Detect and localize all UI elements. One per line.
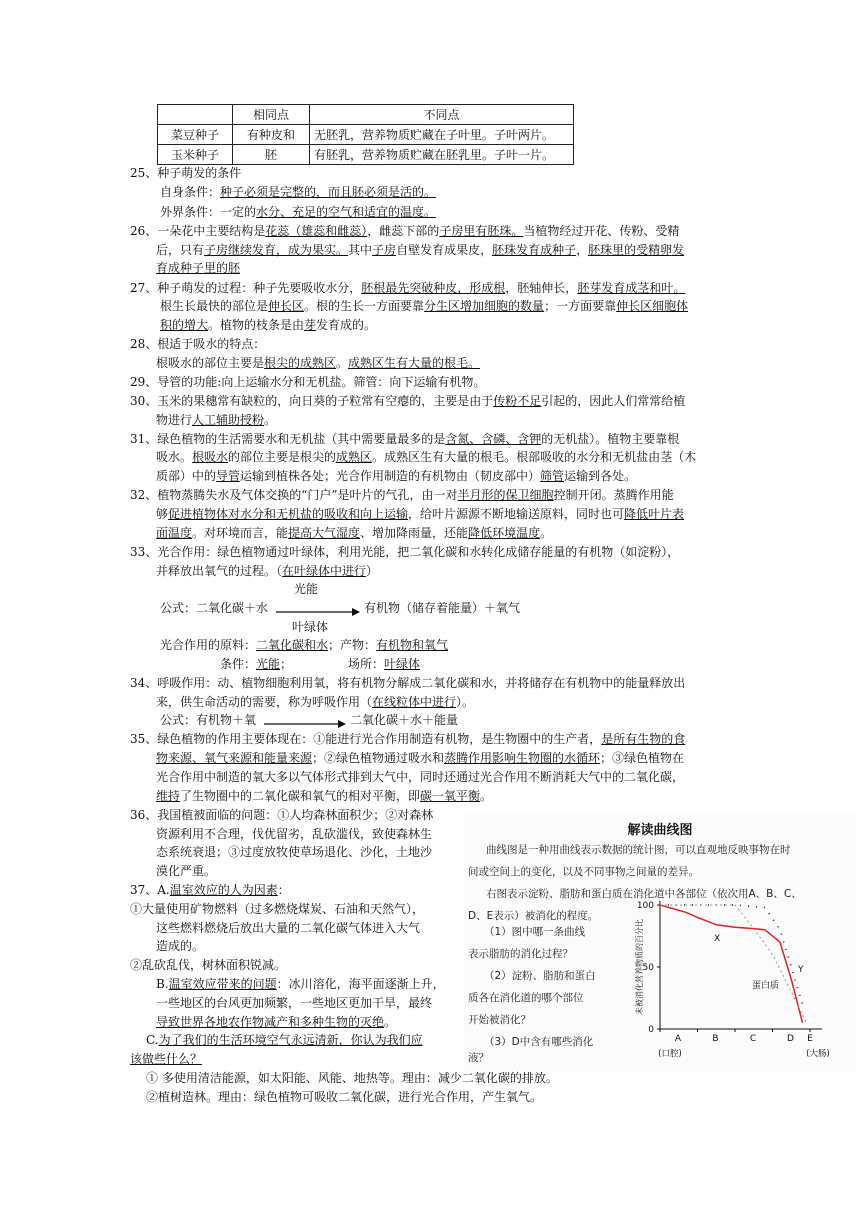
text-segment: 质部）中的 bbox=[156, 469, 217, 483]
underlined-answer: 成熟区生有大量的根毛。 bbox=[348, 356, 481, 370]
underlined-answer: 胚芽发育成茎和叶。 bbox=[577, 281, 686, 295]
text-line bbox=[130, 674, 685, 692]
text-line bbox=[156, 937, 204, 955]
underlined-answer: 子房继续发育，成为果实。 bbox=[204, 243, 349, 257]
y-tick-label: 0 bbox=[648, 1025, 654, 1035]
text-segment: ，给叶片源源不断地输送原料，同时也可 bbox=[408, 507, 625, 521]
text-line bbox=[160, 316, 376, 334]
text-line bbox=[130, 543, 679, 561]
y-axis-label: 未被消化营养物质的百分比 bbox=[635, 919, 644, 1015]
table-cell-name: 菜豆种子 bbox=[158, 125, 233, 145]
text-line bbox=[156, 787, 492, 805]
text-line bbox=[130, 430, 679, 448]
text-line bbox=[156, 919, 420, 937]
underlined-answer: 提高大气湿度 bbox=[288, 526, 361, 540]
underlined-answer: 降低环境温度 bbox=[468, 526, 541, 540]
text-line bbox=[156, 862, 216, 880]
text-segment: ， bbox=[576, 243, 589, 257]
text-segment: 其中 bbox=[348, 243, 373, 257]
text-line bbox=[130, 373, 485, 391]
text-segment: 当植物经过开花、传粉、受精 bbox=[523, 224, 680, 238]
text-segment: 公式：二氧化碳＋水 bbox=[160, 601, 269, 615]
underlined-answer: 水分、充足的空气和适宜的温度。 bbox=[256, 205, 437, 219]
text-line bbox=[160, 711, 256, 729]
text-line bbox=[160, 636, 448, 654]
text-segment: 吸水。 bbox=[156, 450, 193, 464]
text-line bbox=[156, 411, 276, 429]
underlined-answer: 育成种子里的胚 bbox=[156, 261, 241, 275]
question-line: （1）图中哪一条曲线 bbox=[484, 926, 586, 938]
text-segment: 的部位主要是根尖的 bbox=[228, 450, 337, 464]
text-segment: ）。 bbox=[456, 695, 475, 709]
curve-figure bbox=[464, 813, 856, 1071]
text-segment: ②植树造林。理由：绿色植物可吸收二氧化碳，进行光合作用，产生氧气。 bbox=[146, 1090, 543, 1104]
underlined-answer: 积的增大 bbox=[160, 318, 209, 332]
text-line bbox=[160, 297, 688, 315]
underlined-answer: 二氧化碳和水 bbox=[256, 638, 329, 652]
x-note-start: (口腔) bbox=[658, 1049, 682, 1059]
text-line bbox=[130, 806, 433, 824]
text-segment: 够 bbox=[156, 507, 169, 521]
text-line bbox=[146, 1088, 542, 1106]
text-line bbox=[130, 956, 286, 974]
text-segment: 发育成的。 bbox=[316, 318, 377, 332]
text-line bbox=[156, 825, 432, 843]
table-header-diff: 不同点 bbox=[310, 105, 574, 125]
underlined-answer: 碳一氧平衡 bbox=[420, 789, 481, 803]
text-line bbox=[130, 222, 679, 240]
text-segment: 31、绿色植物的生活需要水和无机盐（其中需要量最多的是 bbox=[130, 432, 446, 446]
text-segment: 。根的生长一方面要靠 bbox=[304, 299, 425, 313]
figure-para-3: 右图表示淀粉、脂肪和蛋白质在消化道中各部位（依次用A、B、C、 bbox=[486, 888, 802, 900]
text-segment: 光能 bbox=[294, 582, 319, 596]
underlined-answer: 温室效应的人为因素 bbox=[169, 883, 278, 897]
table-header-same: 相同点 bbox=[233, 105, 310, 125]
underlined-answer: 在线粒体中进行 bbox=[372, 695, 457, 709]
text-segment: 态系统衰退；③过度放牧使草场退化、沙化，土地沙 bbox=[156, 845, 433, 859]
text-segment: 来，供生命活动的需要，称为呼吸作用（ bbox=[156, 695, 373, 709]
question-line: （3）D中含有哪些消化 bbox=[484, 1036, 594, 1048]
table-row bbox=[158, 125, 574, 145]
text-line bbox=[156, 562, 378, 580]
underlined-answer: 人工辅助授粉 bbox=[192, 413, 265, 427]
underlined-answer: 伸长区细胞体 bbox=[616, 299, 689, 313]
text-segment: 根吸水的部位主要是 bbox=[156, 356, 265, 370]
text-segment: 29、导管的功能:向上运输水分和无机盐。筛管：向下运输有机物。 bbox=[130, 375, 486, 389]
text-segment: 后，只有 bbox=[156, 243, 205, 257]
x-note-end: (大肠) bbox=[806, 1049, 830, 1059]
text-segment: ；产物： bbox=[328, 638, 377, 652]
series-label-x: X bbox=[714, 934, 721, 944]
text-segment: 叶绿体 bbox=[292, 620, 329, 634]
text-segment: 造成的。 bbox=[156, 939, 205, 953]
text-line bbox=[130, 900, 424, 918]
x-tick-label: D bbox=[787, 1034, 794, 1044]
text-line bbox=[156, 975, 445, 993]
table-cell-diff: 无胚乳，营养物质贮藏在子叶里。子叶两片。 bbox=[310, 125, 574, 145]
text-segment: ；一方面要靠 bbox=[544, 299, 617, 313]
text-segment: 这些燃料燃烧后放出大量的二氧化碳气体进入大气 bbox=[156, 921, 421, 935]
text-segment: 37、A. bbox=[130, 883, 170, 897]
text-line bbox=[160, 203, 436, 221]
text-line bbox=[160, 183, 436, 201]
text-line bbox=[156, 505, 684, 523]
text-segment: 36、我国植被面临的问题：①人均森林面积少；②对森林 bbox=[130, 808, 434, 822]
underlined-answer: 光能 bbox=[256, 657, 281, 671]
text-line bbox=[146, 1069, 558, 1087]
text-segment: 。 bbox=[480, 789, 493, 803]
text-segment: 的无机盐）。植物主要靠根 bbox=[541, 432, 680, 446]
underlined-answer: 蒸腾作用影响生物圈的水循环 bbox=[444, 751, 601, 765]
text-line bbox=[220, 655, 292, 673]
underlined-answer: 为了我们的生活环境空气永远清新，你认为我们应 bbox=[158, 1033, 423, 1047]
text-segment: 28、根适于吸水的特点： bbox=[130, 337, 266, 351]
text-segment: ；②绿色植物通过吸水和 bbox=[312, 751, 445, 765]
underlined-answer: 含氮、含磷、含钾 bbox=[445, 432, 542, 446]
underlined-answer: 叶绿体 bbox=[384, 657, 421, 671]
text-line bbox=[130, 1050, 202, 1068]
table-header-empty bbox=[158, 105, 233, 125]
series-label-protein: 蛋白质 bbox=[752, 981, 780, 991]
text-line bbox=[130, 881, 290, 899]
underlined-answer: 子房里有胚珠。 bbox=[439, 224, 524, 238]
underlined-answer: 胚根最先突破种皮，形成根 bbox=[361, 281, 506, 295]
text-segment: C. bbox=[146, 1033, 159, 1047]
figure-para-4: D、E表示）被消化的程度。 bbox=[468, 910, 599, 922]
digestion-chart bbox=[464, 813, 856, 1071]
text-segment: ： bbox=[277, 883, 290, 897]
text-segment: 资源利用不合理，伐优留劣，乱砍滥伐，致使森林生 bbox=[156, 827, 433, 841]
text-line bbox=[130, 486, 674, 504]
text-segment: 并释放出氧气的过程。（ bbox=[156, 564, 283, 578]
text-line bbox=[160, 599, 268, 617]
text-segment: 条件： bbox=[220, 657, 257, 671]
text-segment: 。植物的枝条是由 bbox=[208, 318, 305, 332]
text-line bbox=[146, 1031, 423, 1049]
x-tick-label: E bbox=[807, 1034, 813, 1044]
text-line bbox=[292, 618, 328, 636]
question-line: 表示脂肪的消化过程？ bbox=[468, 948, 573, 960]
text-segment: 30、玉米的果穗常有缺粒的，向日葵的子粒常有空瘪的，主要是由于 bbox=[130, 394, 494, 408]
text-line bbox=[156, 749, 684, 767]
text-segment: 33、光合作用：绿色植物通过叶绿体，利用光能，把二氧化碳和水转化成储存能量的有机物（如淀粉）， bbox=[130, 545, 680, 559]
underlined-answer: 在叶绿体中进行 bbox=[282, 564, 367, 578]
text-segment: 物进行 bbox=[156, 413, 193, 427]
text-segment: 。 bbox=[264, 413, 277, 427]
text-segment: 25、种子萌发的条件 bbox=[130, 166, 242, 180]
text-segment: ①大量使用矿物燃料（过多燃烧煤炭、石油和天然气）， bbox=[130, 902, 425, 916]
underlined-answer: 根吸水 bbox=[192, 450, 229, 464]
text-segment: 。 bbox=[540, 526, 553, 540]
text-line bbox=[294, 580, 318, 598]
underlined-answer: 物来源、氧气来源和能量来源 bbox=[156, 751, 313, 765]
underlined-answer: 种子必须是完整的，而且胚必须是活的。 bbox=[220, 185, 437, 199]
y-tick-label: 50 bbox=[642, 963, 654, 973]
underlined-answer: 花蕊（雄蕊和雌蕊） bbox=[265, 224, 368, 238]
table-row bbox=[158, 145, 574, 165]
underlined-answer: 导致世界各地农作物减产和多种生物的灭绝 bbox=[156, 1015, 385, 1029]
text-line bbox=[156, 259, 240, 277]
text-segment: 一些地区的台风更加频繁，一些地区更加干旱，最终 bbox=[156, 996, 433, 1010]
text-segment: 引起的，因此人们常常给植 bbox=[541, 394, 686, 408]
text-line bbox=[156, 467, 636, 485]
text-segment: ；③绿色植物在 bbox=[600, 751, 685, 765]
text-segment: ②乱砍乱伐，树林面积锐减。 bbox=[130, 958, 287, 972]
table-cell-name: 玉米种子 bbox=[158, 145, 233, 165]
underlined-answer: 半月形的保卫细胞 bbox=[457, 488, 554, 502]
respiration-arrow bbox=[264, 717, 346, 731]
underlined-answer: 面温度 bbox=[156, 526, 193, 540]
series-label-y: Y bbox=[798, 965, 804, 975]
underlined-answer: 胚珠里的受精卵发 bbox=[588, 243, 685, 257]
underlined-answer: 分生区增加细胞的数量 bbox=[424, 299, 545, 313]
table-cell-same: 胚 bbox=[233, 145, 310, 165]
figure-para-2: 间或空间上的变化，以及不同事物之间量的差异。 bbox=[468, 866, 699, 878]
text-segment: 34、呼吸作用：动、植物细胞利用氧，将有机物分解成二氧化碳和水，并将储存在有机物中的能量释放出 bbox=[130, 676, 686, 690]
underlined-answer: 伸长区 bbox=[268, 299, 305, 313]
underlined-answer: 成熟区 bbox=[336, 450, 373, 464]
text-segment: 公式：有机物＋氧 bbox=[160, 713, 257, 727]
text-segment: 控制开闭。蒸腾作用能 bbox=[553, 488, 674, 502]
figure-para-1: 曲线图是一种用曲线表示数据的统计图，可以直观地反映事物在时 bbox=[486, 844, 791, 856]
text-segment: 26、一朵花中主要结构是 bbox=[130, 224, 266, 238]
question-line: 液？ bbox=[468, 1052, 489, 1064]
text-line bbox=[156, 693, 474, 711]
underlined-answer: 导管 bbox=[216, 469, 241, 483]
underlined-answer: 传粉不足 bbox=[493, 394, 542, 408]
text-segment: ） bbox=[366, 564, 379, 578]
text-segment: 光合作用中制造的氧大多以气体形式排到大气中，同时还通过光合作用不断消耗大气中的二氧化碳， bbox=[156, 770, 685, 784]
text-segment: 外界条件：一定的 bbox=[160, 205, 257, 219]
text-line bbox=[156, 768, 684, 786]
underlined-answer: 筛管 bbox=[540, 469, 565, 483]
text-line bbox=[130, 730, 685, 748]
text-line bbox=[156, 241, 684, 259]
text-segment: ① 多使用清洁能源，如太阳能、风能、地热等。理由：减少二氧化碳的排放。 bbox=[146, 1071, 558, 1085]
text-segment: 35、绿色植物的作用主要体现在：①能进行光合作用制造有机物，是生物圈中的生产者， bbox=[130, 732, 602, 746]
table-cell-diff: 有胚乳，营养物质贮藏在胚乳里。子叶一片。 bbox=[310, 145, 574, 165]
text-segment: 27、种子萌发的过程：种子先要吸收水分， bbox=[130, 281, 362, 295]
text-line bbox=[156, 843, 432, 861]
text-segment: 光合作用的原料： bbox=[160, 638, 257, 652]
text-line bbox=[364, 599, 520, 617]
text-line bbox=[156, 524, 552, 542]
text-line bbox=[130, 335, 265, 353]
series-line bbox=[660, 905, 803, 1004]
text-line bbox=[130, 279, 685, 297]
text-segment: ，雌蕊下部的 bbox=[367, 224, 440, 238]
text-line bbox=[156, 1013, 396, 1031]
text-segment: 32、植物蒸腾失水及气体交换的“门户”是叶片的气孔，由一对 bbox=[130, 488, 458, 502]
text-segment: 场所： bbox=[348, 657, 385, 671]
question-line: 开始被消化？ bbox=[468, 1014, 531, 1026]
text-segment: 有机物（储存着能量）＋氧气 bbox=[364, 601, 521, 615]
underlined-answer: 根尖的成熟区 bbox=[264, 356, 337, 370]
text-segment: 自身条件： bbox=[160, 185, 221, 199]
seed-comparison-table bbox=[157, 104, 574, 165]
question-line: 质各在消化道的哪个部位 bbox=[468, 992, 584, 1004]
x-tick-label: B bbox=[712, 1034, 719, 1044]
photosynthesis-arrow bbox=[276, 605, 360, 619]
text-segment: 。对环境而言，能 bbox=[192, 526, 289, 540]
underlined-answer: 是所有生物的食 bbox=[601, 732, 686, 746]
series-line bbox=[660, 905, 803, 1023]
text-line bbox=[350, 711, 458, 729]
table-cell-same: 有种皮和 bbox=[233, 125, 310, 145]
text-segment: B. bbox=[156, 977, 169, 991]
underlined-answer: 促进植物体对水分和无机盐的吸收和向上运输 bbox=[168, 507, 409, 521]
underlined-answer: 有机物和氧气 bbox=[376, 638, 449, 652]
underlined-answer: 芽 bbox=[304, 318, 317, 332]
text-segment: ； bbox=[280, 657, 293, 671]
figure-title: 解读曲线图 bbox=[627, 823, 693, 838]
text-segment: 二氧化碳＋水＋能量 bbox=[350, 713, 459, 727]
text-segment: 漠化严重。 bbox=[156, 864, 217, 878]
question-line: （2）淀粉、脂肪和蛋白 bbox=[484, 970, 596, 982]
text-segment: 。成熟区生有大量的根毛。根部吸收的水分和无机盐由茎（木 bbox=[372, 450, 697, 464]
text-line bbox=[156, 354, 480, 372]
text-line bbox=[156, 448, 696, 466]
text-segment: 自壁发育成果皮， bbox=[396, 243, 493, 257]
x-tick-label: C bbox=[749, 1034, 757, 1044]
text-segment: 了生物圈中的二氧化碳和氧气的相对平衡，即 bbox=[180, 789, 421, 803]
text-segment: 运输到各处。 bbox=[564, 469, 637, 483]
text-segment: 根生长最快的部位是 bbox=[160, 299, 269, 313]
text-line bbox=[348, 655, 420, 673]
x-tick-label: A bbox=[674, 1034, 682, 1044]
text-segment: 。 bbox=[336, 356, 349, 370]
text-line bbox=[130, 164, 241, 182]
series-line bbox=[660, 905, 806, 1023]
text-segment: 运输到植株各处；光合作用制造的有机物由（韧皮部中） bbox=[240, 469, 541, 483]
underlined-answer: 该做些什么？ bbox=[130, 1052, 203, 1066]
underlined-answer: 降低叶片表 bbox=[624, 507, 685, 521]
underlined-answer: 子房 bbox=[372, 243, 397, 257]
text-line bbox=[130, 392, 685, 410]
underlined-answer: 胚珠发育成种子 bbox=[492, 243, 577, 257]
text-segment: ：冰川溶化，海平面逐渐上升， bbox=[276, 977, 445, 991]
text-segment: 。 bbox=[384, 1015, 397, 1029]
text-segment: ，胚轴伸长， bbox=[505, 281, 578, 295]
text-line bbox=[156, 994, 432, 1012]
underlined-answer: 温室效应带来的问题 bbox=[168, 977, 277, 991]
y-tick-label: 100 bbox=[636, 901, 654, 911]
text-segment: 、增加降雨量，还能 bbox=[360, 526, 469, 540]
underlined-answer: 维持 bbox=[156, 789, 181, 803]
